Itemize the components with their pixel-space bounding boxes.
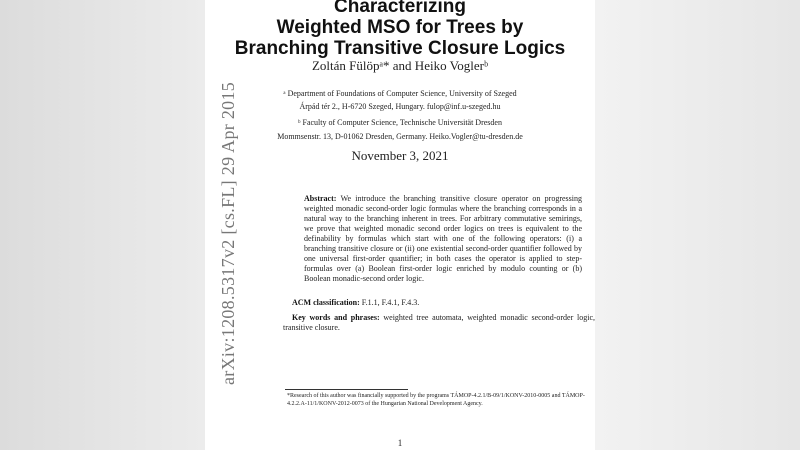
affiliation-line: Mommsenstr. 13, D-01062 Dresden, Germany. Heiko.Vogler@tu-dresden.de — [277, 132, 523, 141]
footnote: *Research of this author was financially supported by the programs TÁMOP-4.2.1/B-09/1/KONV-2010-0005 and TÁMOP-4.2.2.A-11/1/KONV-2012-0073 of the Hungarian National Development Agency. — [287, 393, 585, 407]
background-right — [595, 0, 800, 450]
abstract-text: We introduce the branching transitive closure operator on progressing weighted monadic second-order logic formulas where the branching corresponds in a natural way to the branching inherent in trees. For arbitrary commutative semirings, we prove that weighted monadic second order logics on trees is equivalent to the definability by formulas which start with one of the following operators: (i) a branching transitive closure or (ii) one existential second-order quantifier followed by one universal first-order quantifier; in both cases the operator is applied to step-formulas over (a) Boolean first-order logic enriched by modulo counting or (b) Boolean monadic-second order logic. — [304, 194, 582, 283]
acm-classification — [292, 298, 419, 308]
paper-title — [205, 0, 595, 59]
affiliation-line: ᵇ Faculty of Computer Science, Technische Universität Dresden — [298, 118, 502, 127]
keywords-label: Key words and phrases: — [292, 313, 380, 322]
date: November 3, 2021 — [351, 148, 449, 163]
affiliation-line: ᵃ Department of Foundations of Computer Science, University of Szeged — [283, 89, 517, 98]
abstract — [304, 194, 582, 284]
page-number: 1 — [397, 438, 403, 448]
title-line: Characterizing — [334, 0, 466, 17]
authors: Zoltán Fülöpᵃ* and Heiko Voglerᵇ — [311, 58, 489, 73]
abstract-label: Abstract: — [304, 194, 337, 203]
keywords-value: weighted tree automata, weighted monadic second-order logic, transitive closure. — [283, 313, 596, 332]
title-line: Weighted MSO for Trees by — [276, 17, 524, 38]
arxiv-identifier: arXiv:1208.5317v2 [cs.FL] 29 Apr 2015 — [218, 81, 238, 385]
title-line: Branching Transitive Closure Logics — [234, 38, 566, 59]
footnote-rule — [285, 389, 408, 390]
acm-label: ACM classification: — [292, 298, 360, 307]
acm-value: F.1.1, F.4.1, F.4.3. — [361, 298, 420, 307]
affiliation-line: Árpád tér 2., H-6720 Szeged, Hungary. fulop@inf.u-szeged.hu — [299, 102, 501, 111]
background-left — [0, 0, 205, 450]
keywords — [283, 313, 595, 333]
